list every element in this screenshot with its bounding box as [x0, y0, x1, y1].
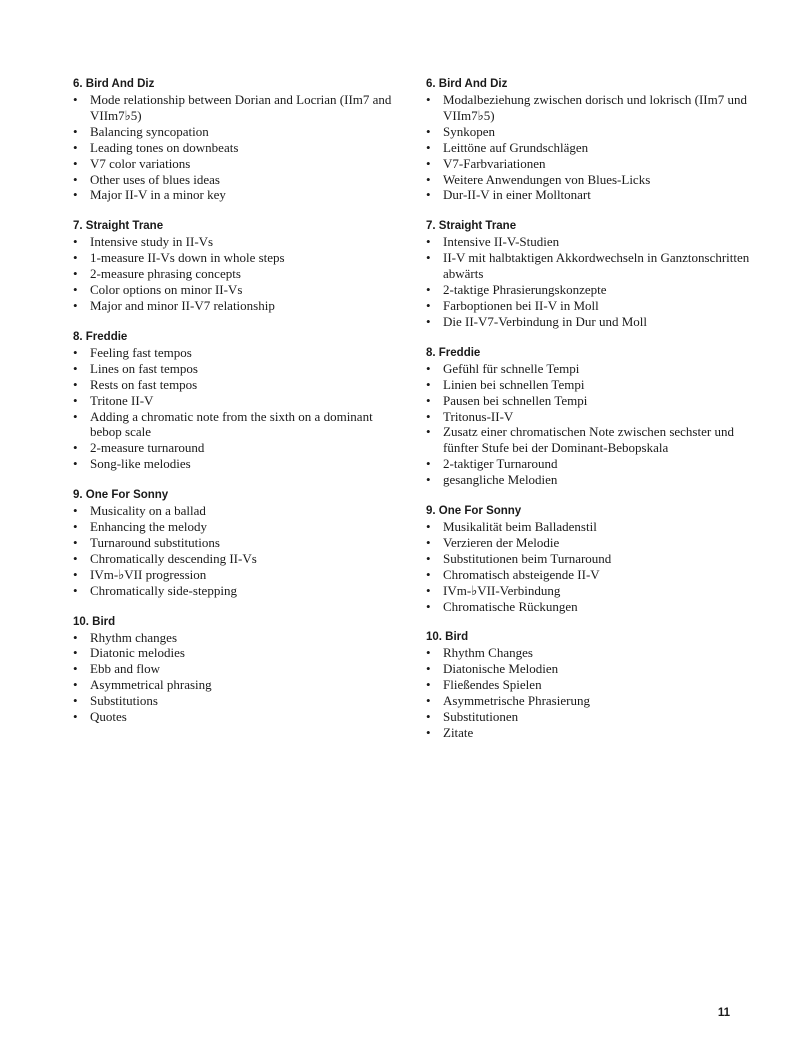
list-item: • Fließendes Spielen: [426, 677, 756, 693]
list-item: • Chromatically side-stepping: [73, 583, 403, 599]
list-item: • Gefühl für schnelle Tempi: [426, 361, 756, 377]
list-item: • Tritone II-V: [73, 393, 403, 409]
section-title: 9. One For Sonny: [426, 505, 522, 518]
section-title: 7. Straight Trane: [73, 220, 164, 233]
list-item: • Mode relationship between Dorian and Locrian (IIm7 and VIIm7♭5): [73, 92, 403, 124]
bullet-list: [426, 645, 756, 740]
list-item: • Leading tones on downbeats: [73, 140, 403, 156]
section: [426, 504, 756, 614]
list-item: • 2-taktiger Turnaround: [426, 456, 756, 472]
list-item: • Asymmetrical phrasing: [73, 677, 403, 693]
list-item: • Dur-II-V in einer Molltonart: [426, 187, 756, 203]
list-item: • 2-measure turnaround: [73, 440, 403, 456]
section-title: 8. Freddie: [426, 346, 481, 359]
list-item: • Die II-V7-Verbindung in Dur und Moll: [426, 314, 756, 330]
list-item: • Song-like melodies: [73, 456, 403, 472]
section: [426, 630, 756, 740]
section: [73, 615, 403, 725]
list-item: • 1-measure II-Vs down in whole steps: [73, 250, 403, 266]
list-item: • Chromatisch absteigende II-V: [426, 567, 756, 583]
list-item: • gesangliche Melodien: [426, 472, 756, 488]
section: [73, 488, 403, 598]
section: [73, 77, 403, 203]
list-item: • Other uses of blues ideas: [73, 172, 403, 188]
list-item: • Intensive II-V-Studien: [426, 234, 756, 250]
list-item: • Substitutionen: [426, 709, 756, 725]
bullet-list: [73, 92, 403, 203]
list-item: • Rests on fast tempos: [73, 377, 403, 393]
section-title: 6. Bird And Diz: [73, 78, 155, 90]
list-item: • Adding a chromatic note from the sixth on a dominant bebop scale: [73, 409, 403, 441]
list-item: • II-V mit halbtaktigen Akkordwechseln in Ganztonschritten abwärts: [426, 250, 756, 282]
list-item: • V7 color variations: [73, 156, 403, 172]
list-item: • Zitate: [426, 725, 756, 741]
list-item: • Substitutions: [73, 693, 403, 709]
list-item: • Quotes: [73, 709, 403, 725]
list-item: • Diatonische Melodien: [426, 661, 756, 677]
page-number: 11: [717, 1007, 730, 1019]
list-item: • Asymmetrische Phrasierung: [426, 693, 756, 709]
section: [73, 219, 403, 314]
list-item: • Major and minor II-V7 relationship: [73, 298, 403, 314]
list-item: • Ebb and flow: [73, 661, 403, 677]
list-item: • Chromatische Rückungen: [426, 599, 756, 615]
list-item: • Farboptionen bei II-V in Moll: [426, 298, 756, 314]
list-item: • Verzieren der Melodie: [426, 535, 756, 551]
section-title: 10. Bird: [73, 615, 116, 628]
list-item: • 2-taktige Phrasierungskonzepte: [426, 282, 756, 298]
bullet-list: [73, 345, 403, 472]
list-item: • Musicality on a ballad: [73, 503, 403, 519]
list-item: • IVm-♭VII-Verbindung: [426, 583, 756, 599]
bullet-list: [426, 361, 756, 488]
list-item: • Turnaround substitutions: [73, 535, 403, 551]
section: [73, 330, 403, 472]
list-item: • Enhancing the melody: [73, 519, 403, 535]
list-item: • Leittöne auf Grundschlägen: [426, 140, 756, 156]
section: [426, 77, 756, 203]
list-item: • IVm-♭VII progression: [73, 567, 403, 583]
list-item: • V7-Farbvariationen: [426, 156, 756, 172]
bullet-list: [426, 92, 756, 203]
list-item: • Synkopen: [426, 124, 756, 140]
bullet-list: [73, 234, 403, 314]
list-item: • Color options on minor II-Vs: [73, 282, 403, 298]
list-item: • Musikalität beim Balladenstil: [426, 519, 756, 535]
list-item: • Major II-V in a minor key: [73, 187, 403, 203]
left-column-english: [73, 77, 403, 741]
section: [426, 346, 756, 488]
list-item: • Lines on fast tempos: [73, 361, 403, 377]
list-item: • Chromatically descending II-Vs: [73, 551, 403, 567]
right-column-german: [426, 77, 756, 757]
list-item: • Linien bei schnellen Tempi: [426, 377, 756, 393]
section-title: 6. Bird And Diz: [426, 78, 508, 90]
list-item: • Feeling fast tempos: [73, 345, 403, 361]
list-item: • Weitere Anwendungen von Blues-Licks: [426, 172, 756, 188]
list-item: • 2-measure phrasing concepts: [73, 266, 403, 282]
section-title: 7. Straight Trane: [426, 220, 517, 233]
list-item: • Balancing syncopation: [73, 124, 403, 140]
section-title: 9. One For Sonny: [73, 489, 169, 502]
list-item: • Diatonic melodies: [73, 645, 403, 661]
list-item: • Zusatz einer chromatischen Note zwischen sechster und fünfter Stufe bei der Dominant-Bebopskala: [426, 424, 756, 456]
bullet-list: [426, 234, 756, 329]
list-item: • Pausen bei schnellen Tempi: [426, 393, 756, 409]
bullet-list: [73, 630, 403, 725]
section: [426, 219, 756, 329]
list-item: • Intensive study in II-Vs: [73, 234, 403, 250]
list-item: • Rhythm changes: [73, 630, 403, 646]
section-title: 10. Bird: [426, 631, 469, 644]
list-item: • Substitutionen beim Turnaround: [426, 551, 756, 567]
bullet-list: [426, 519, 756, 614]
bullet-list: [73, 503, 403, 598]
list-item: • Tritonus-II-V: [426, 409, 756, 425]
section-title: 8. Freddie: [73, 330, 128, 343]
list-item: • Rhythm Changes: [426, 645, 756, 661]
list-item: • Modalbeziehung zwischen dorisch und lokrisch (IIm7 und VIIm7♭5): [426, 92, 756, 124]
